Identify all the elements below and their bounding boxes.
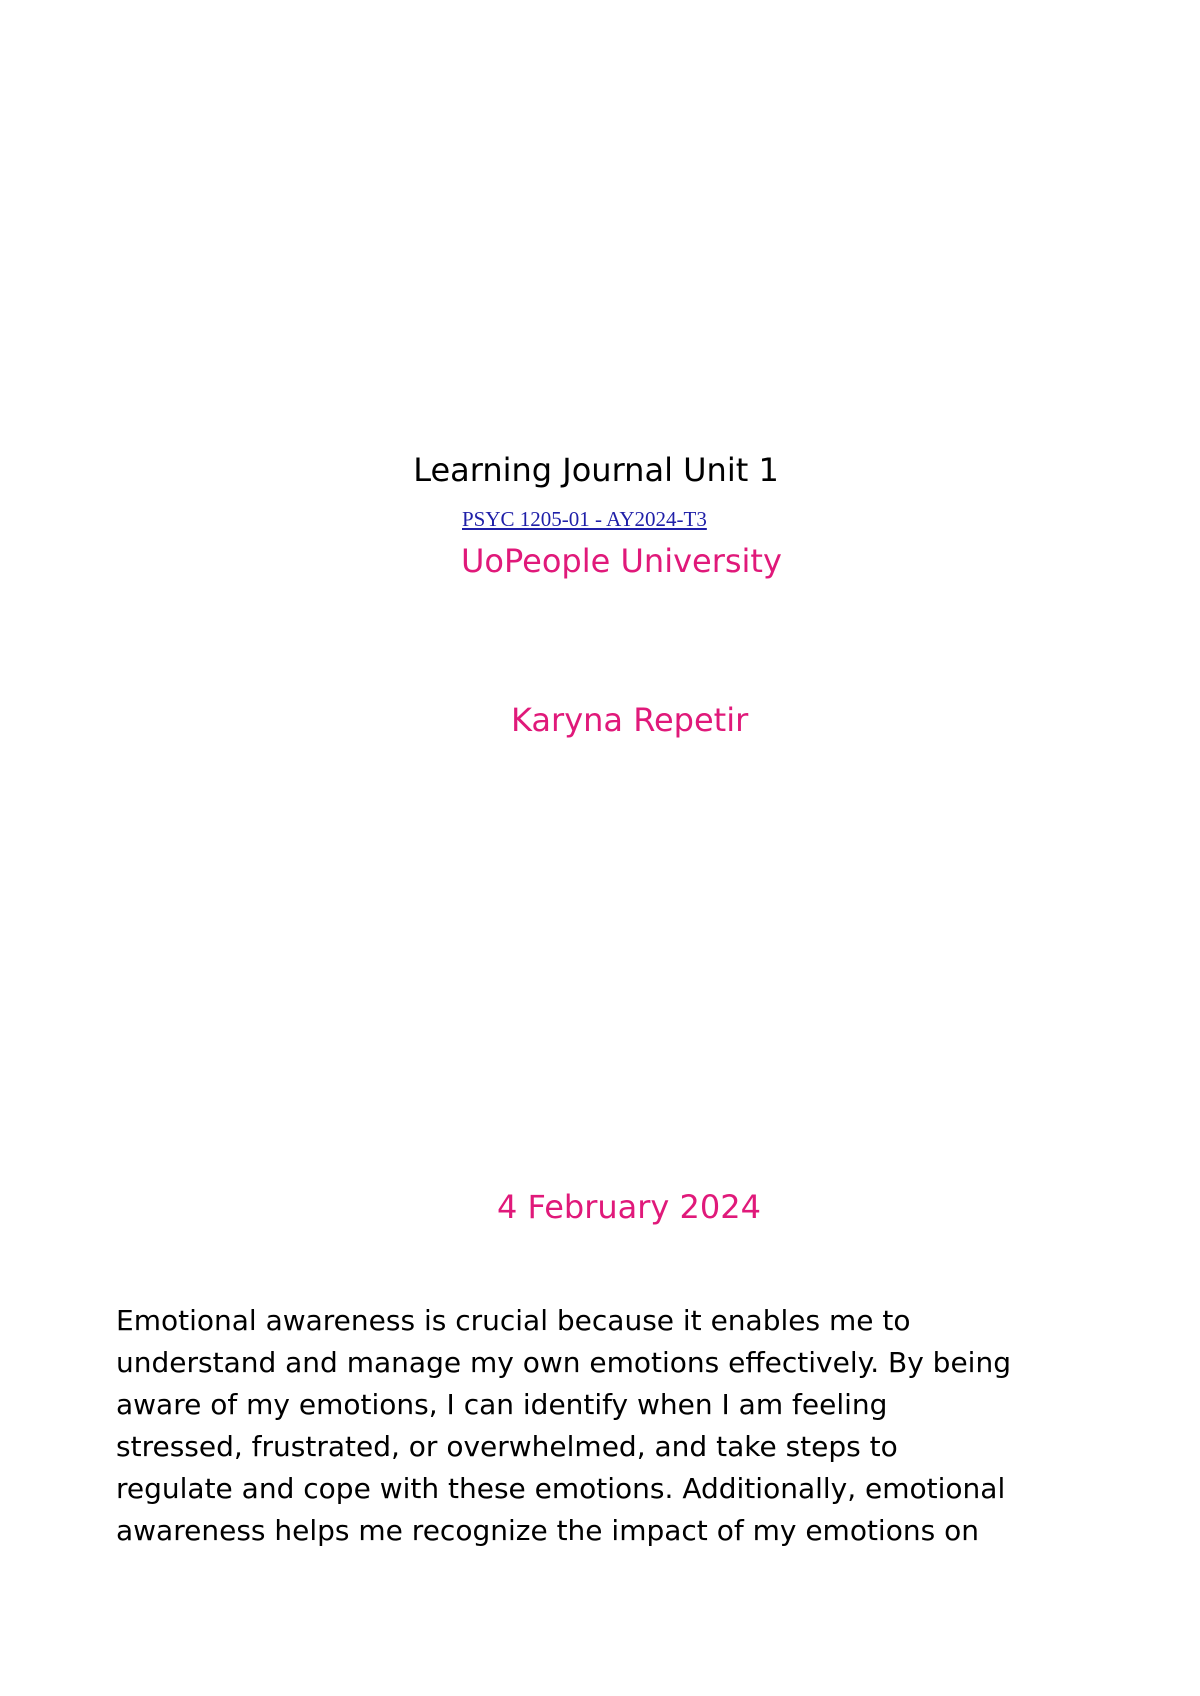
document-title: Learning Journal Unit 1 [413,451,779,489]
body-paragraph [116,1300,1096,1552]
body-line: stressed, frustrated, or overwhelmed, and take steps to [116,1430,898,1463]
author-name: Karyna Repetir [511,701,749,739]
course-link[interactable]: PSYC 1205-01 - AY2024-T3 [462,507,707,531]
university-name: UoPeople University [461,542,782,580]
body-line: Emotional awareness is crucial because it enables me to [116,1304,911,1337]
body-line: aware of my emotions, I can identify when I am feeling [116,1388,888,1421]
body-line: regulate and cope with these emotions. Additionally, emotional [116,1472,1006,1505]
body-line: awareness helps me recognize the impact of my emotions on [116,1514,979,1547]
body-line: understand and manage my own emotions effectively. By being [116,1346,1011,1379]
document-date: 4 February 2024 [497,1188,761,1226]
